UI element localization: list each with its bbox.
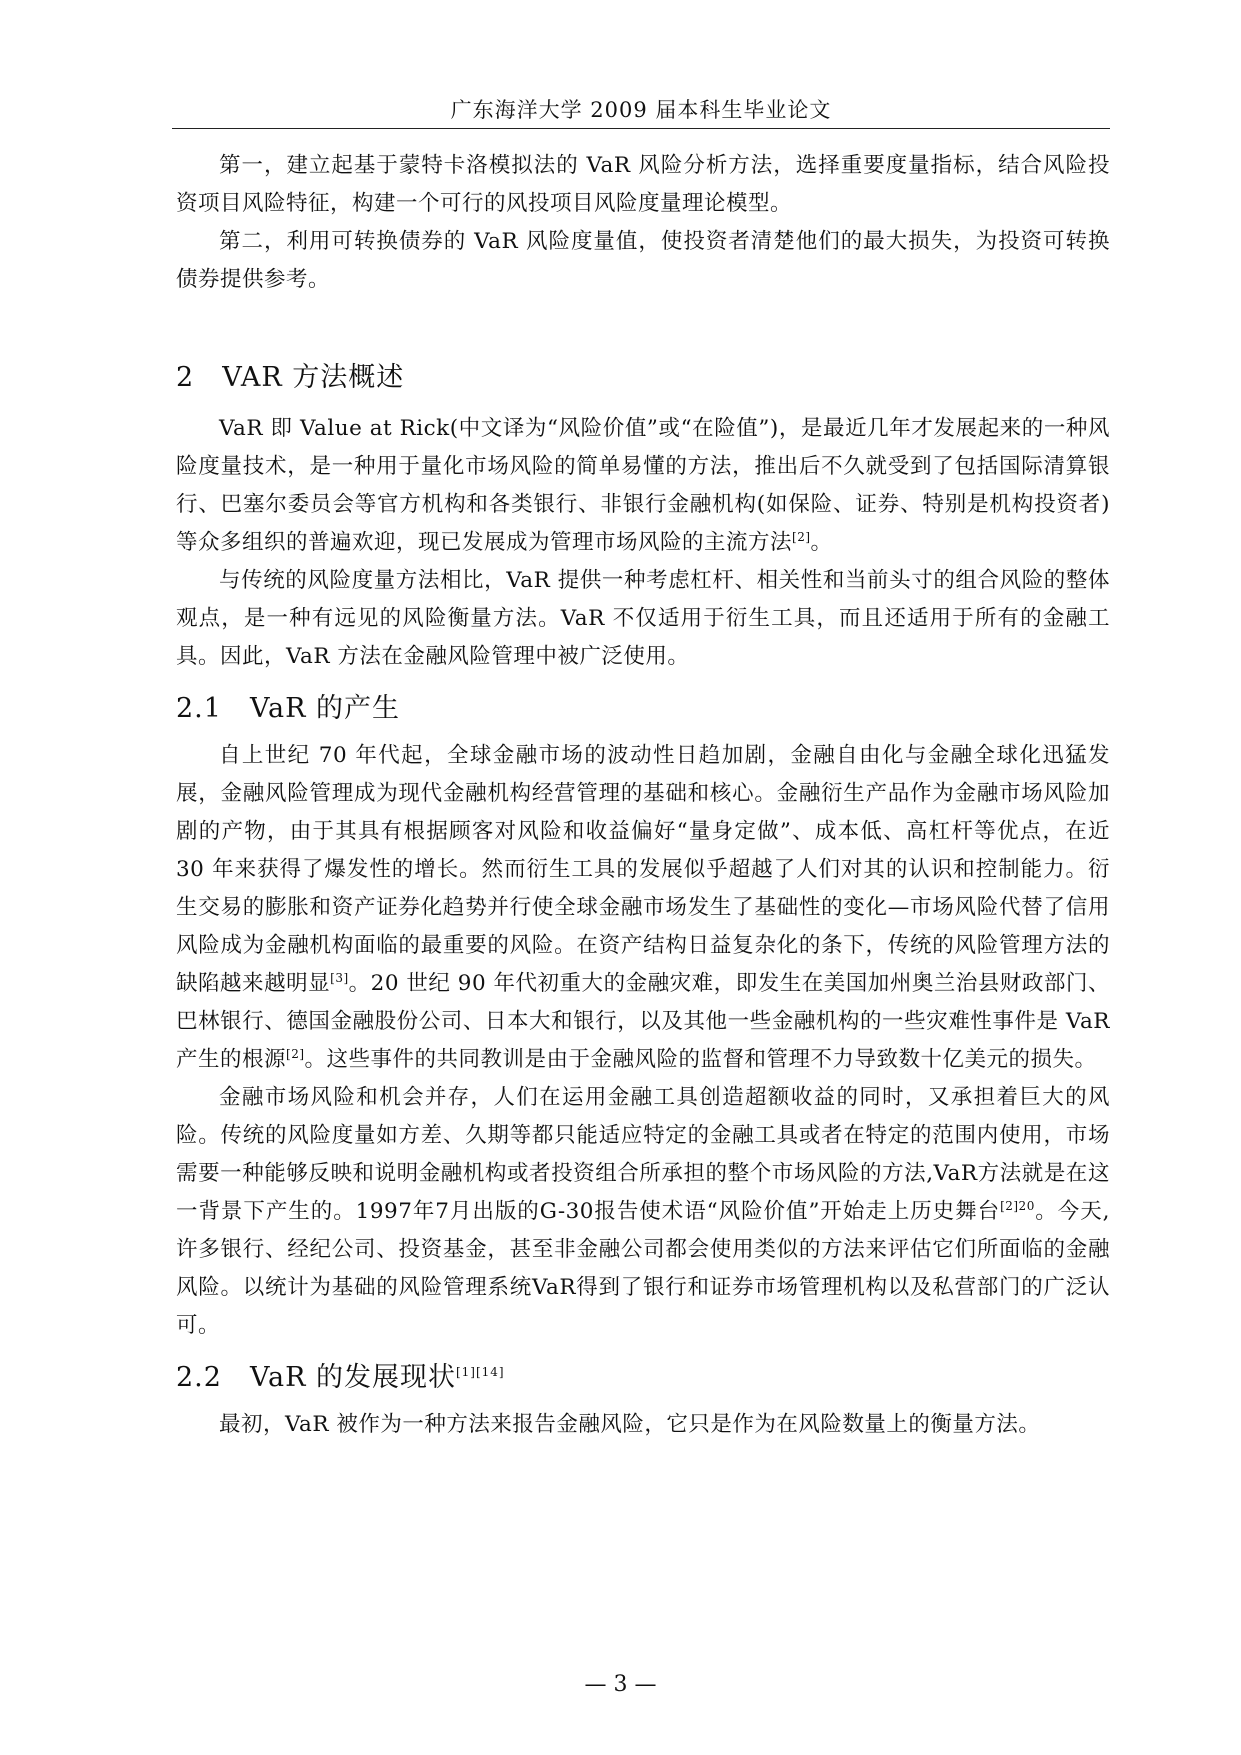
section-2-2-paragraph-1: 最初，VaR 被作为一种方法来报告金融风险，它只是作为在风险数量上的衡量方法。 bbox=[219, 1412, 1041, 1437]
section-2-2-heading bbox=[176, 1355, 1110, 1394]
intro-paragraph-1: 第一，建立起基于蒙特卡洛模拟法的 VaR 风险分析方法，选择重要度量指标，结合风险投资项目风险特征，构建一个可行的风投项目风险度量理论模型。 bbox=[176, 153, 1110, 216]
page-number: — 3 — bbox=[584, 1672, 657, 1697]
paragraph-text: 金融市场风险和机会并存，人们在运用金融工具创造超额收益的同时，又承担着巨大的风险。传统的风险度量如方差、久期等都只能适应特定的金融工具或者在特定的范围内使用，市场需要一种能够反映和说明金融机构或者投资组合所承担的整个市场风险的方法,VaR方法就是在这一背景下产生的。1997年7月出版的G-30报告使术语“风险价值”开始走上历史舞台 bbox=[176, 1085, 1110, 1224]
page-body bbox=[176, 147, 1110, 1444]
section-2-heading bbox=[176, 355, 1110, 394]
paragraph-text: 。20 世纪 90 年代初重大的金融灾难，即发生在美国加州奥兰治县财政部门、巴林银行、德国金融股份公司、日本大和银行，以及其他一些金融机构的一些灾难性事件是 VaR 产生的根源 bbox=[176, 971, 1110, 1072]
section-2-1-heading bbox=[176, 686, 1110, 725]
running-header: 广东海洋大学 2009 届本科生毕业论文 bbox=[450, 98, 832, 122]
citation: [2]20 bbox=[1000, 1198, 1035, 1213]
section-title: VAR 方法概述 bbox=[222, 362, 405, 393]
citation: [1][14] bbox=[455, 1365, 505, 1379]
section-number: 2.1 bbox=[176, 693, 222, 724]
section-number: 2.2 bbox=[176, 1362, 222, 1393]
section-title: VaR 的发展现状 bbox=[249, 1362, 456, 1393]
section-2-1-paragraph-2 bbox=[176, 1079, 1110, 1345]
paragraph-text: 。这些事件的共同教训是由于金融风险的监督和管理不力导致数十亿美元的损失。 bbox=[304, 1047, 1097, 1072]
paragraph-text: 。 bbox=[810, 530, 833, 555]
citation: [2] bbox=[286, 1046, 305, 1061]
intro-paragraph-2: 第二，利用可转换债券的 VaR 风险度量值，使投资者清楚他们的最大损失，为投资可转换债券提供参考。 bbox=[176, 229, 1110, 292]
section-2-1-paragraph-1 bbox=[176, 737, 1110, 1079]
paragraph-text: 自上世纪 70 年代起，全球金融市场的波动性日趋加剧，金融自由化与金融全球化迅猛发展，金融风险管理成为现代金融机构经营管理的基础和核心。金融衍生产品作为金融市场风险加剧的产物，由于其具有根据顾客对风险和收益偏好“量身定做”、成本低、高杠杆等优点，在近 30 年来获得了爆发性的增长。然而衍生工具的发展似乎超越了人们对其的认识和控制能力。衍生交易的膨胀和资产证券化趋势并行使全球金融市场发生了基础性的变化—市场风险代替了信用风险成为金融机构面临的最重要的风险。在资产结构日益复杂化的条下，传统的风险管理方法的缺陷越来越明显 bbox=[176, 743, 1110, 996]
paragraph-text: VaR 即 Value at Rick(中文译为“风险价值”或“在险值”)，是最近几年才发展起来的一种风险度量技术，是一种用于量化市场风险的简单易懂的方法，推出后不久就受到了包括国际清算银行、巴塞尔委员会等官方机构和各类银行、非银行金融机构(如保险、证券、特别是机构投资者)等众多组织的普遍欢迎，现已发展成为管理市场风险的主流方法 bbox=[176, 416, 1110, 555]
header-rule bbox=[172, 128, 1110, 129]
section-2-paragraph-1 bbox=[176, 410, 1110, 562]
section-title: VaR 的产生 bbox=[249, 693, 400, 724]
section-number: 2 bbox=[176, 362, 195, 393]
citation: [2] bbox=[792, 529, 811, 544]
section-2-paragraph-2: 与传统的风险度量方法相比，VaR 提供一种考虑杠杆、相关性和当前头寸的组合风险的整体观点，是一种有远见的风险衡量方法。VaR 不仅适用于衍生工具，而且还适用于所有的金融工具。因此，VaR 方法在金融风险管理中被广泛使用。 bbox=[176, 568, 1110, 669]
paragraph-text: 。今天,许多银行、经纪公司、投资基金，甚至非金融公司都会使用类似的方法来评估它们所面临的金融风险。以统计为基础的风险管理系统VaR得到了银行和证券市场管理机构以及私营部门的广泛认可。 bbox=[176, 1199, 1111, 1338]
citation: [3] bbox=[330, 970, 349, 985]
